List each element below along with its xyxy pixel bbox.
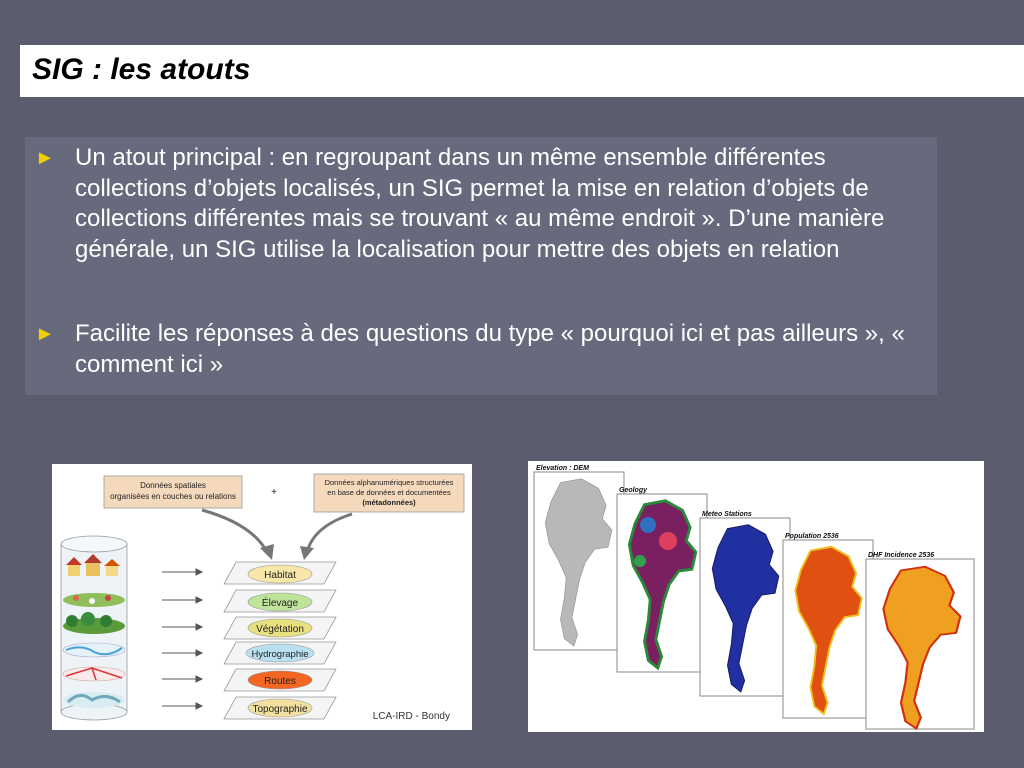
layer-stack bbox=[224, 562, 336, 719]
bullet-text: Un atout principal : en regroupant dans un même ensemble différentes collections d’objets localisés, un SIG permet la mise en relation d’objets de collections différentes mais se trouvant « au même endroit ». D’une manière générale, un SIG utilise la localisation pour mettre des objets en relation bbox=[75, 144, 885, 263]
spatial-data-line2: organisées en couches ou relations bbox=[110, 492, 236, 501]
thailand-maps-diagram bbox=[528, 461, 984, 732]
map-panel-elevation bbox=[534, 465, 624, 650]
figure-credit: LCA-IRD - Bondy bbox=[372, 711, 450, 722]
layer-label-habitat: Habitat bbox=[264, 570, 296, 581]
map-panel-dhf bbox=[866, 552, 974, 729]
layer-label-elevage: Élevage bbox=[261, 598, 299, 609]
layer-label-hydrographie: Hydrographie bbox=[251, 649, 309, 660]
layer-label-vegetation: Végétation bbox=[256, 624, 304, 635]
panel-label-meteo: Meteo Stations bbox=[702, 511, 752, 518]
layer-label-routes: Routes bbox=[264, 676, 296, 687]
map-panel-geology bbox=[617, 487, 707, 672]
layer-arrows bbox=[162, 569, 202, 709]
thailand-maps-figure bbox=[528, 461, 984, 732]
alphanumeric-line1: Données alphanumériques structurées bbox=[324, 478, 454, 487]
panel-label-geology: Geology bbox=[619, 487, 648, 494]
panel-label-dhf: DHF Incidence 2536 bbox=[868, 552, 935, 559]
slide-title: SIG : les atouts bbox=[32, 53, 251, 86]
alphanumeric-line2: en base de données et documentées bbox=[327, 488, 451, 497]
plus-sign: + bbox=[271, 487, 277, 498]
bullet-arrow-icon: ► bbox=[35, 147, 55, 169]
title-bar bbox=[20, 45, 1024, 97]
bullet-item bbox=[35, 143, 915, 265]
bullet-arrow-icon: ► bbox=[35, 323, 55, 345]
panel-label-elevation: Elevation : DEM bbox=[536, 465, 589, 472]
bullet-text: Facilite les réponses à des questions du type « pourquoi ici et pas ailleurs », « comment ici » bbox=[75, 320, 905, 378]
bullet-item bbox=[35, 319, 915, 380]
alphanumeric-line3: (métadonnées) bbox=[362, 498, 416, 507]
gis-layers-diagram bbox=[52, 464, 472, 730]
layer-label-topographie: Topographie bbox=[252, 704, 308, 715]
map-panel-population bbox=[783, 533, 873, 718]
spatial-data-line1: Données spatiales bbox=[140, 481, 206, 490]
layer-cylinder bbox=[61, 536, 127, 720]
content-box bbox=[25, 137, 937, 395]
gis-layers-figure bbox=[52, 464, 472, 730]
map-panel-meteo bbox=[700, 511, 790, 696]
panel-label-population: Population 2536 bbox=[785, 533, 839, 540]
